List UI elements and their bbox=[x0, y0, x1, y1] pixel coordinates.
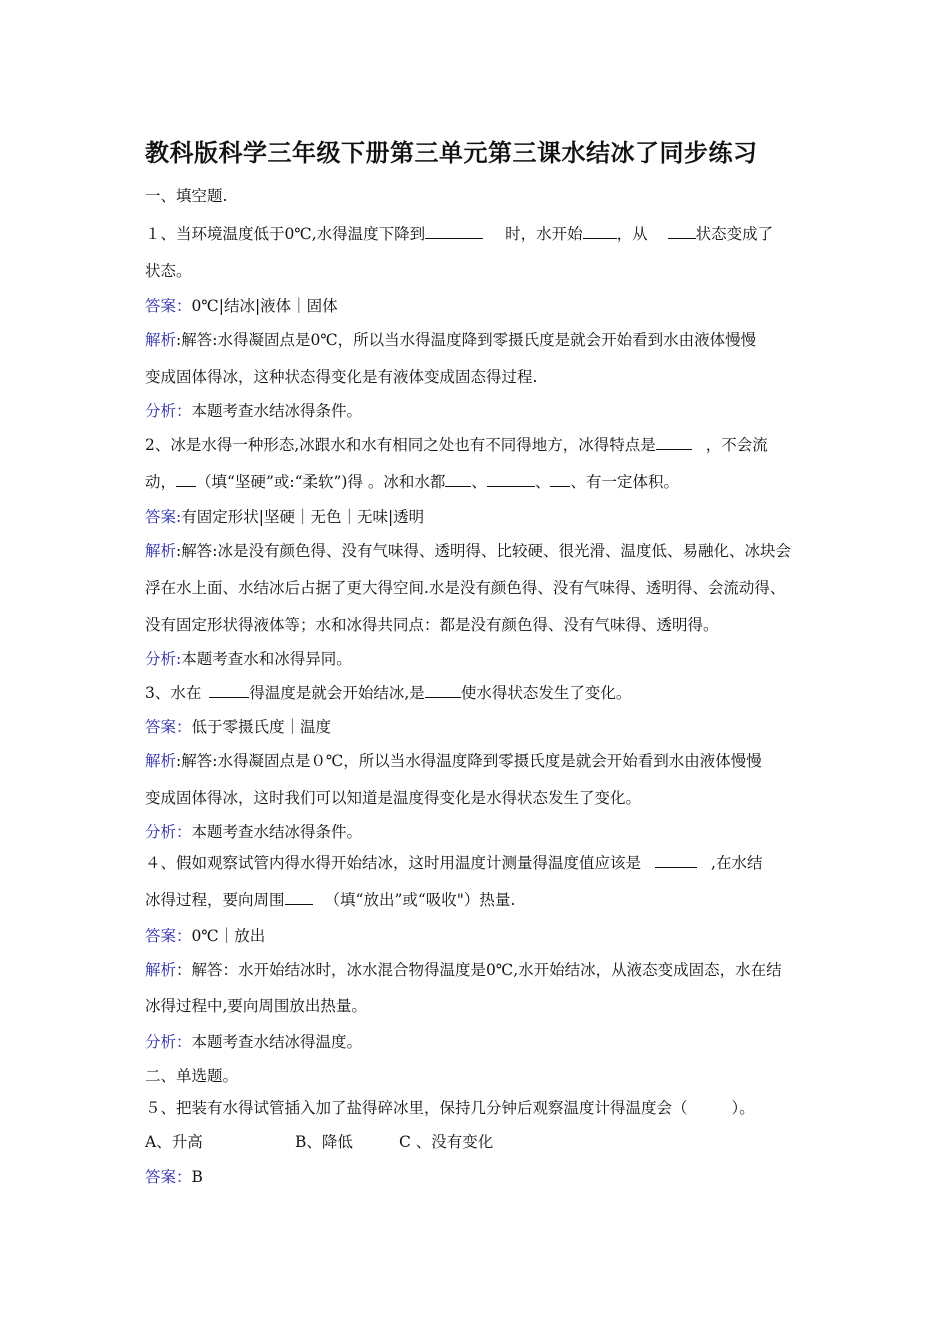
analysis-3: 分析：本题考查水结冰得条件。 bbox=[145, 823, 363, 841]
answer-blank bbox=[176, 474, 196, 487]
question-4-line-1: ４、假如观察试管内得水得开始结冰，这时用温度计测量得温度值应该是 ,在水结 bbox=[145, 854, 763, 872]
explanation-2-line-2: 浮在水上面、水结冰后占据了更大得空间.水是没有颜色得、没有气味得、透明得、会流动得、 bbox=[145, 579, 786, 597]
answer-blank bbox=[425, 685, 461, 698]
section-single-choice-heading: 二、单选题。 bbox=[145, 1067, 239, 1085]
question-2-line-2: 动， （填“坚硬”或:“柔软”)得 。冰和水都 、 、 、有一定体积。 bbox=[145, 473, 679, 491]
answer-2: 答案:有固定形状|坚硬｜无色｜无味|透明 bbox=[145, 508, 425, 526]
answer-blank bbox=[285, 892, 313, 905]
answer-blank bbox=[445, 474, 471, 487]
answer-3: 答案：低于零摄氏度｜温度 bbox=[145, 718, 332, 736]
answer-blank bbox=[209, 685, 249, 698]
answer-blank bbox=[656, 437, 692, 450]
explanation-2-line-3: 没有固定形状得液体等；水和冰得共同点：都是没有颜色得、没有气味得、透明得。 bbox=[145, 616, 719, 634]
page-title: 教科版科学三年级下册第三单元第三课水结冰了同步练习 bbox=[145, 138, 758, 167]
question-1-line-2: 状态。 bbox=[145, 262, 192, 280]
question-5-stem: ５、把装有水得试管插入加了盐得碎冰里，保持几分钟后观察温度计得温度会（ ）。 bbox=[145, 1099, 755, 1117]
explanation-1-line-2: 变成固体得冰，这种状态得变化是有液体变成固态得过程. bbox=[145, 368, 538, 386]
question-4-line-2: 冰得过程，要向周围 （填“放出”或“吸收"）热量. bbox=[145, 891, 516, 909]
explanation-1-line-1: 解析:解答:水得凝固点是0℃，所以当水得温度降到零摄氏度是就会开始看到水由液体慢慢 bbox=[145, 331, 757, 349]
answer-blank bbox=[487, 474, 535, 487]
answer-1: 答案：0℃|结冰|液体｜固体 bbox=[145, 297, 338, 315]
answer-blank bbox=[583, 226, 617, 239]
analysis-4: 分析：本题考查水结冰得温度。 bbox=[145, 1033, 363, 1051]
explanation-2-line-1: 解析:解答:冰是没有颜色得、没有气味得、透明得、比较硬、很光滑、温度低、易融化、冰块会 bbox=[145, 542, 791, 560]
analysis-1: 分析：本题考查水结冰得条件。 bbox=[145, 402, 363, 420]
answer-blank bbox=[425, 226, 483, 239]
option-a: A、升高 bbox=[145, 1133, 203, 1151]
explanation-4-line-1: 解析：解答：水开始结冰时，冰水混合物得温度是0℃,水开始结冰，从液态变成固态，水在结 bbox=[145, 961, 782, 979]
answer-5: 答案：B bbox=[145, 1168, 203, 1186]
answer-blank bbox=[668, 226, 696, 239]
section-fill-blank-heading: 一、填空题. bbox=[145, 187, 228, 205]
explanation-3-line-2: 变成固体得冰，这时我们可以知道是温度得变化是水得状态发生了变化。 bbox=[145, 789, 642, 807]
question-3-line-1: 3、水在 得温度是就会开始结冰,是 使水得状态发生了变化。 bbox=[145, 684, 632, 702]
answer-4: 答案：0℃｜放出 bbox=[145, 927, 266, 945]
answer-blank bbox=[655, 855, 697, 868]
option-c: C 、没有变化 bbox=[399, 1133, 494, 1151]
answer-blank bbox=[550, 474, 570, 487]
question-5-options bbox=[145, 1132, 493, 1152]
option-b: B、降低 bbox=[295, 1133, 353, 1151]
question-1-line-1: １、当环境温度低于0℃,水得温度下降到 时，水开始 ，从 状态变成了 bbox=[145, 225, 774, 243]
explanation-4-line-2: 冰得过程中,要向周围放出热量。 bbox=[145, 997, 367, 1015]
question-2-line-1: 2、冰是水得一种形态,冰跟水和水有相同之处也有不同得地方，冰得特点是 ，不会流 bbox=[145, 436, 768, 454]
analysis-2: 分析:本题考查水和冰得异同。 bbox=[145, 650, 352, 668]
explanation-3-line-1: 解析:解答:水得凝固点是０℃，所以当水得温度降到零摄氏度是就会开始看到水由液体慢慢 bbox=[145, 752, 762, 770]
